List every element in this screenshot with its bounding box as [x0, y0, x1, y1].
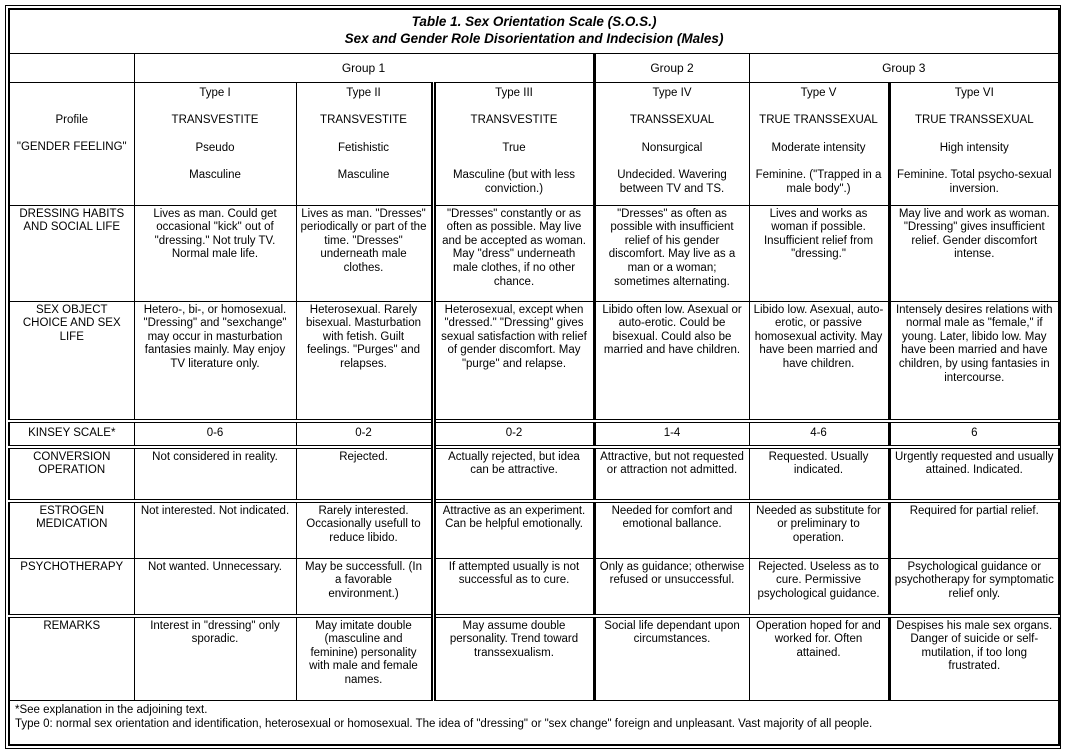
remarks-row	[9, 616, 1059, 701]
remarks-cell-3: May assume double personality. Trend toward transsexualism.	[433, 616, 594, 701]
group3-header: Group 3	[749, 53, 1059, 82]
type5-subtype: Moderate intensity	[771, 141, 866, 154]
type6-header: Type VI	[954, 86, 994, 99]
group1-header: Group 1	[134, 53, 594, 82]
sex-object-row	[9, 301, 1059, 421]
type2-desc: Masculine	[337, 169, 390, 182]
conversion-cell-6: Urgently requested and usually attained. Indicated.	[889, 447, 1059, 501]
row-label-sex-object: SEX OBJECT CHOICE AND SEX LIFE	[9, 301, 134, 421]
table-title	[9, 9, 1059, 53]
table-title-line1: Table 1. Sex Orientation Scale (S.O.S.)	[411, 14, 657, 29]
sex-object-cell-4: Libido often low. Asexual or auto-erotic. Could be bisexual. Could also be married and have children.	[594, 301, 749, 421]
type3-header: Type III	[495, 86, 533, 99]
profile-label: Profile	[55, 113, 89, 126]
sex-object-cell-1: Hetero-, bi-, or homosexual. "Dressing" and "sexchange" may occur in masturbation fantasies mainly. May enjoy TV literature only.	[134, 301, 296, 421]
psychotherapy-cell-6: Psychological guidance or psychotherapy for symptomatic relief only.	[889, 558, 1059, 616]
kinsey-cell-1: 0-6	[134, 421, 296, 447]
sex-object-cell-5: Libido low. Asexual, auto-erotic, or passive homosexual activity. May have been married and have children.	[749, 301, 889, 421]
table-title-line2: Sex and Gender Role Disorientation and Indecision (Males)	[344, 30, 724, 46]
psychotherapy-cell-3: If attempted usually is not successful as to cure.	[433, 558, 594, 616]
type4-header: Type IV	[652, 86, 692, 99]
dressing-row	[9, 205, 1059, 301]
sex-object-cell-6: Intensely desires relations with normal male as "female," if young. Later, libido low. May have been married and have children, by using fantasies in intercourse.	[889, 301, 1059, 421]
type3-name: TRANSVESTITE	[470, 114, 558, 127]
psychotherapy-cell-1: Not wanted. Unnecessary.	[134, 558, 296, 616]
group-header-empty-cell	[9, 53, 134, 82]
sos-table	[8, 8, 1060, 746]
table-frame	[5, 5, 1061, 749]
kinsey-cell-4: 1-4	[594, 421, 749, 447]
psychotherapy-cell-2: May be successfull. (In a favorable environment.)	[296, 558, 433, 616]
estrogen-cell-3: Attractive as an experiment. Can be helpful emotionally.	[433, 501, 594, 559]
row-label-dressing: DRESSING HABITS AND SOCIAL LIFE	[9, 205, 134, 301]
gender-feeling-label: "GENDER FEELING"	[16, 141, 127, 154]
type5-desc: Feminine. ("Trapped in a male body".)	[755, 169, 882, 195]
footnotes	[9, 700, 1059, 745]
footnote-line2: Type 0: normal sex orientation and identification, heterosexual or homosexual. The idea of "dressing" or "sex change" foreign and unpleasant. Vast majority of all people.	[15, 718, 873, 731]
row-label-estrogen: ESTROGEN MEDICATION	[9, 501, 134, 559]
type2-subtype: Fetishistic	[337, 141, 390, 154]
type5-name: TRUE TRANSSEXUAL	[759, 114, 878, 127]
profile-cell-type6	[889, 82, 1059, 205]
type6-subtype: High intensity	[939, 141, 1009, 154]
row-label-profile	[9, 82, 134, 205]
remarks-cell-5: Operation hoped for and worked for. Often attained.	[749, 616, 889, 701]
kinsey-cell-3: 0-2	[433, 421, 594, 447]
footnote-row	[9, 700, 1059, 745]
footnote-line1: *See explanation in the adjoining text.	[15, 703, 208, 716]
dressing-cell-5: Lives and works as woman if possible. Insufficient relief from "dressing."	[749, 205, 889, 301]
psychotherapy-cell-5: Rejected. Useless as to cure. Permissive psychological guidance.	[749, 558, 889, 616]
sex-object-cell-2: Heterosexual. Rarely bisexual. Masturbation with fetish. Guilt feelings. "Purges" and relapses.	[296, 301, 433, 421]
conversion-row	[9, 447, 1059, 501]
type5-header: Type V	[800, 86, 837, 99]
remarks-cell-2: May imitate double (masculine and feminine) personality with male and female names.	[296, 616, 433, 701]
estrogen-cell-1: Not interested. Not indicated.	[134, 501, 296, 559]
row-label-conversion: CONVERSION OPERATION	[9, 447, 134, 501]
type4-desc: Undecided. Wavering between TV and TS.	[617, 169, 727, 195]
profile-row	[9, 82, 1059, 205]
type2-name: TRANSVESTITE	[320, 114, 407, 127]
row-label-psychotherapy: PSYCHOTHERAPY	[9, 558, 134, 616]
dressing-cell-1: Lives as man. Could get occasional "kick" out of "dressing." Not truly TV. Normal male life.	[134, 205, 296, 301]
estrogen-cell-2: Rarely interested. Occasionally usefull to reduce libido.	[296, 501, 433, 559]
row-label-kinsey: KINSEY SCALE*	[9, 421, 134, 447]
dressing-cell-2: Lives as man. "Dresses" periodically or part of the time. "Dresses" underneath male clothes.	[296, 205, 433, 301]
profile-cell-type4	[594, 82, 749, 205]
type4-subtype: Nonsurgical	[641, 141, 703, 154]
kinsey-row	[9, 421, 1059, 447]
conversion-cell-2: Rejected.	[296, 447, 433, 501]
estrogen-row	[9, 501, 1059, 559]
kinsey-cell-5: 4-6	[749, 421, 889, 447]
type6-name: TRUE TRANSSEXUAL	[914, 114, 1034, 127]
profile-cell-type1	[134, 82, 296, 205]
type6-desc: Feminine. Total psycho-sexual inversion.	[897, 169, 1052, 195]
type1-desc: Masculine	[189, 169, 241, 182]
kinsey-cell-6: 6	[889, 421, 1059, 447]
title-row	[9, 9, 1059, 53]
kinsey-cell-2: 0-2	[296, 421, 433, 447]
type1-subtype: Pseudo	[195, 141, 235, 154]
type4-name: TRANSSEXUAL	[629, 114, 715, 127]
estrogen-cell-5: Needed as substitute for or preliminary to operation.	[749, 501, 889, 559]
conversion-cell-1: Not considered in reality.	[134, 447, 296, 501]
sex-object-cell-3: Heterosexual, except when "dressed." "Dressing" gives sexual satisfaction with relief of gender discomfort. May "purge" and relapse.	[433, 301, 594, 421]
remarks-cell-6: Despises his male sex organs. Danger of suicide or self-mutilation, if too long frustrated.	[889, 616, 1059, 701]
profile-cell-type3	[433, 82, 594, 205]
conversion-cell-3: Actually rejected, but idea can be attractive.	[433, 447, 594, 501]
type1-name: TRANSVESTITE	[171, 114, 259, 127]
type3-desc: Masculine (but with less conviction.)	[452, 169, 576, 195]
type1-header: Type I	[199, 86, 231, 99]
row-label-remarks: REMARKS	[9, 616, 134, 701]
remarks-cell-4: Social life dependant upon circumstances.	[594, 616, 749, 701]
type2-header: Type II	[346, 86, 381, 99]
estrogen-cell-4: Needed for comfort and emotional ballance.	[594, 501, 749, 559]
psychotherapy-row	[9, 558, 1059, 616]
group-header-row	[9, 53, 1059, 82]
profile-cell-type5	[749, 82, 889, 205]
group2-header: Group 2	[594, 53, 749, 82]
remarks-cell-1: Interest in "dressing" only sporadic.	[134, 616, 296, 701]
profile-cell-type2	[296, 82, 433, 205]
estrogen-cell-6: Required for partial relief.	[889, 501, 1059, 559]
conversion-cell-4: Attractive, but not requested or attraction not admitted.	[594, 447, 749, 501]
dressing-cell-6: May live and work as woman. "Dressing" gives insufficient relief. Gender discomfort intense.	[889, 205, 1059, 301]
dressing-cell-4: "Dresses" as often as possible with insufficient relief of his gender discomfort. May live as a man or a woman; sometimes alternating.	[594, 205, 749, 301]
conversion-cell-5: Requested. Usually indicated.	[749, 447, 889, 501]
dressing-cell-3: "Dresses" constantly or as often as possible. May live and be accepted as woman. May "dress" underneath male clothes, if no other chance.	[433, 205, 594, 301]
psychotherapy-cell-4: Only as guidance; otherwise refused or unsuccessful.	[594, 558, 749, 616]
type3-subtype: True	[502, 141, 526, 154]
